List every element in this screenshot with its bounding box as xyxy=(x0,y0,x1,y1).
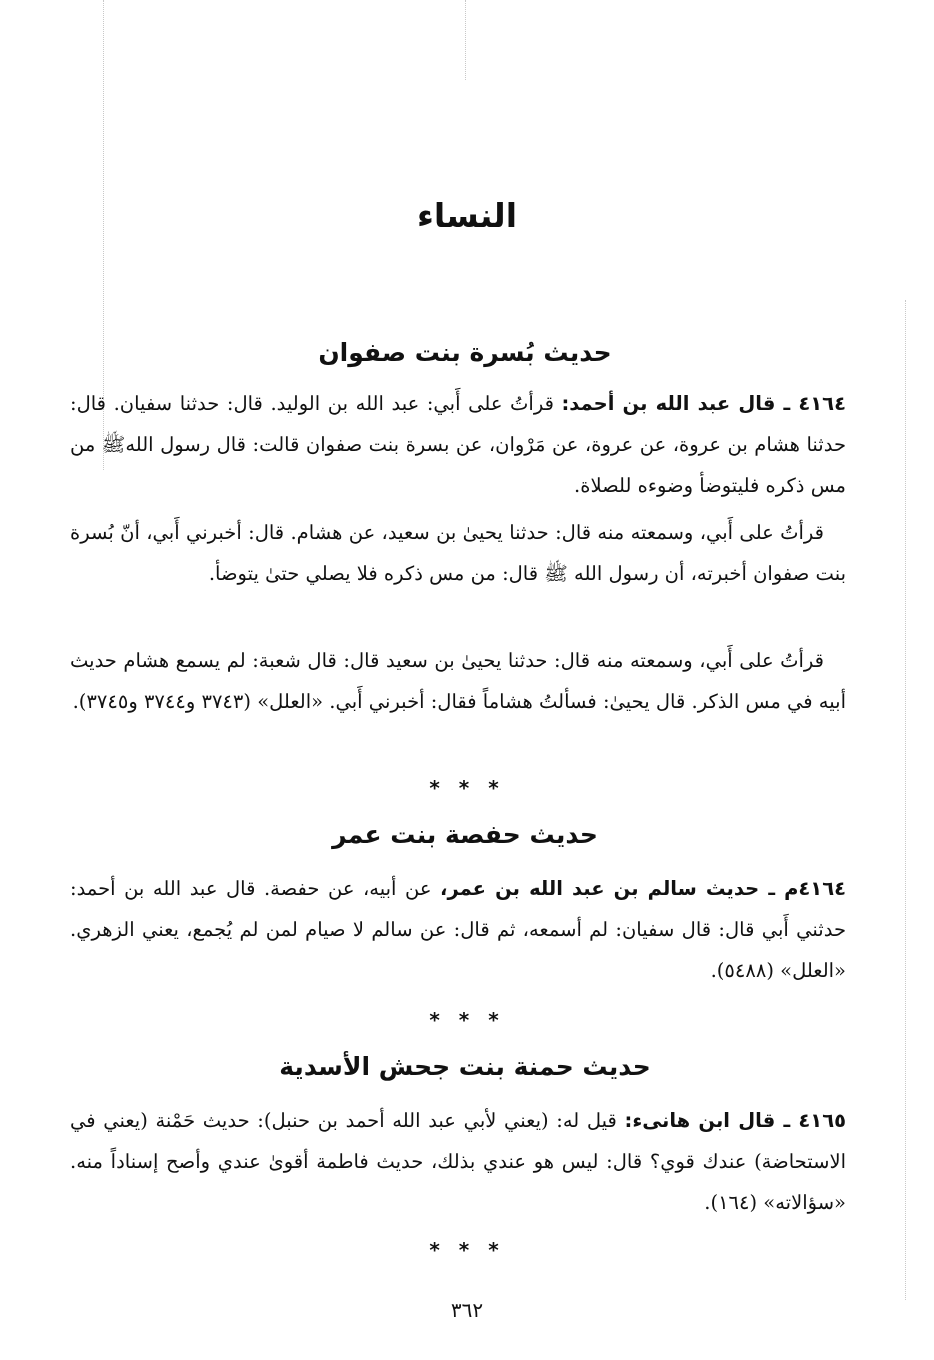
hadith-paragraph xyxy=(70,1100,846,1223)
hadith-number-lead: ٤١٦٤ ـ قال عبد الله بن أحمد: xyxy=(561,392,846,415)
section-heading: حديث حمنة بنت جحش الأسدية xyxy=(279,1052,651,1081)
hadith-text: قرأتُ على أَبي: عبد الله بن الوليد. قال: حدثنا سفيان. قال: حدثنا هشام بن عروة، عن عروة، عن مَرْوان، عن بسرة بنت صفوان قالت: قال رسول اللهﷺ من مس ذكره فليتوضأ وضوءه للصلاة. xyxy=(70,392,846,497)
hadith-text: قرأتُ على أَبي، وسمعته منه قال: حدثنا يحيىٰ بن سعيد قال: قال شعبة: لم يسمع هشام حديث أبيه في مس الذكر. قال يحيىٰ: فسألتُ هشاماً فقال: أخبرني أَبي. «العلل» (٣٧٤٣ و٣٧٤٤ و٣٧٤٥). xyxy=(70,649,846,713)
hadith-text: قرأتُ على أَبي، وسمعته منه قال: حدثنا يحيىٰ بن سعيد، عن هشام. قال: أخبرني أَبي، أنّ بُسرة بنت صفوان أخبرته، أن رسول الله ﷺ قال: من مس ذكره فلا يصلي حتىٰ يتوضأ. xyxy=(70,521,846,585)
hadith-paragraph xyxy=(70,512,846,594)
hadith-paragraph xyxy=(70,383,846,506)
section-separator: * * * xyxy=(429,776,505,800)
page-number: ٣٦٢ xyxy=(450,1298,484,1322)
hadith-text: عن أبيه، عن حفصة. قال عبد الله بن أحمد: حدثني أَبي قال: قال سفيان: لم أسمعه، ثم قال: عن سالم لا صيام لمن لم يُجمع، يعني الزهري. «العلل» (٥٤٨٨). xyxy=(70,877,846,982)
hadith-text: قيل له: (يعني لأبي عبد الله أحمد بن حنبل): حديث حَمْنة (يعني في الاستحاضة) عندك قوي؟ قال: ليس هو عندي بذلك، حديث فاطمة أقوىٰ عندي وأصح إسناداً منه. «سؤالاته» (١٦٤). xyxy=(70,1109,846,1214)
section-heading: حديث حفصة بنت عمر xyxy=(332,820,598,849)
hadith-paragraph xyxy=(70,640,846,722)
scan-guide-line xyxy=(465,0,466,80)
hadith-paragraph xyxy=(70,868,846,991)
hadith-number-lead: ٤١٦٤م ـ حديث سالم بن عبد الله بن عمر، xyxy=(440,877,847,900)
chapter-title: النساء xyxy=(416,196,517,235)
scan-guide-line xyxy=(905,300,906,1300)
section-separator: * * * xyxy=(429,1238,505,1262)
section-separator: * * * xyxy=(429,1008,505,1032)
hadith-number-lead: ٤١٦٥ ـ قال ابن هانىء: xyxy=(624,1109,846,1132)
section-heading: حديث بُسرة بنت صفوان xyxy=(318,338,612,367)
